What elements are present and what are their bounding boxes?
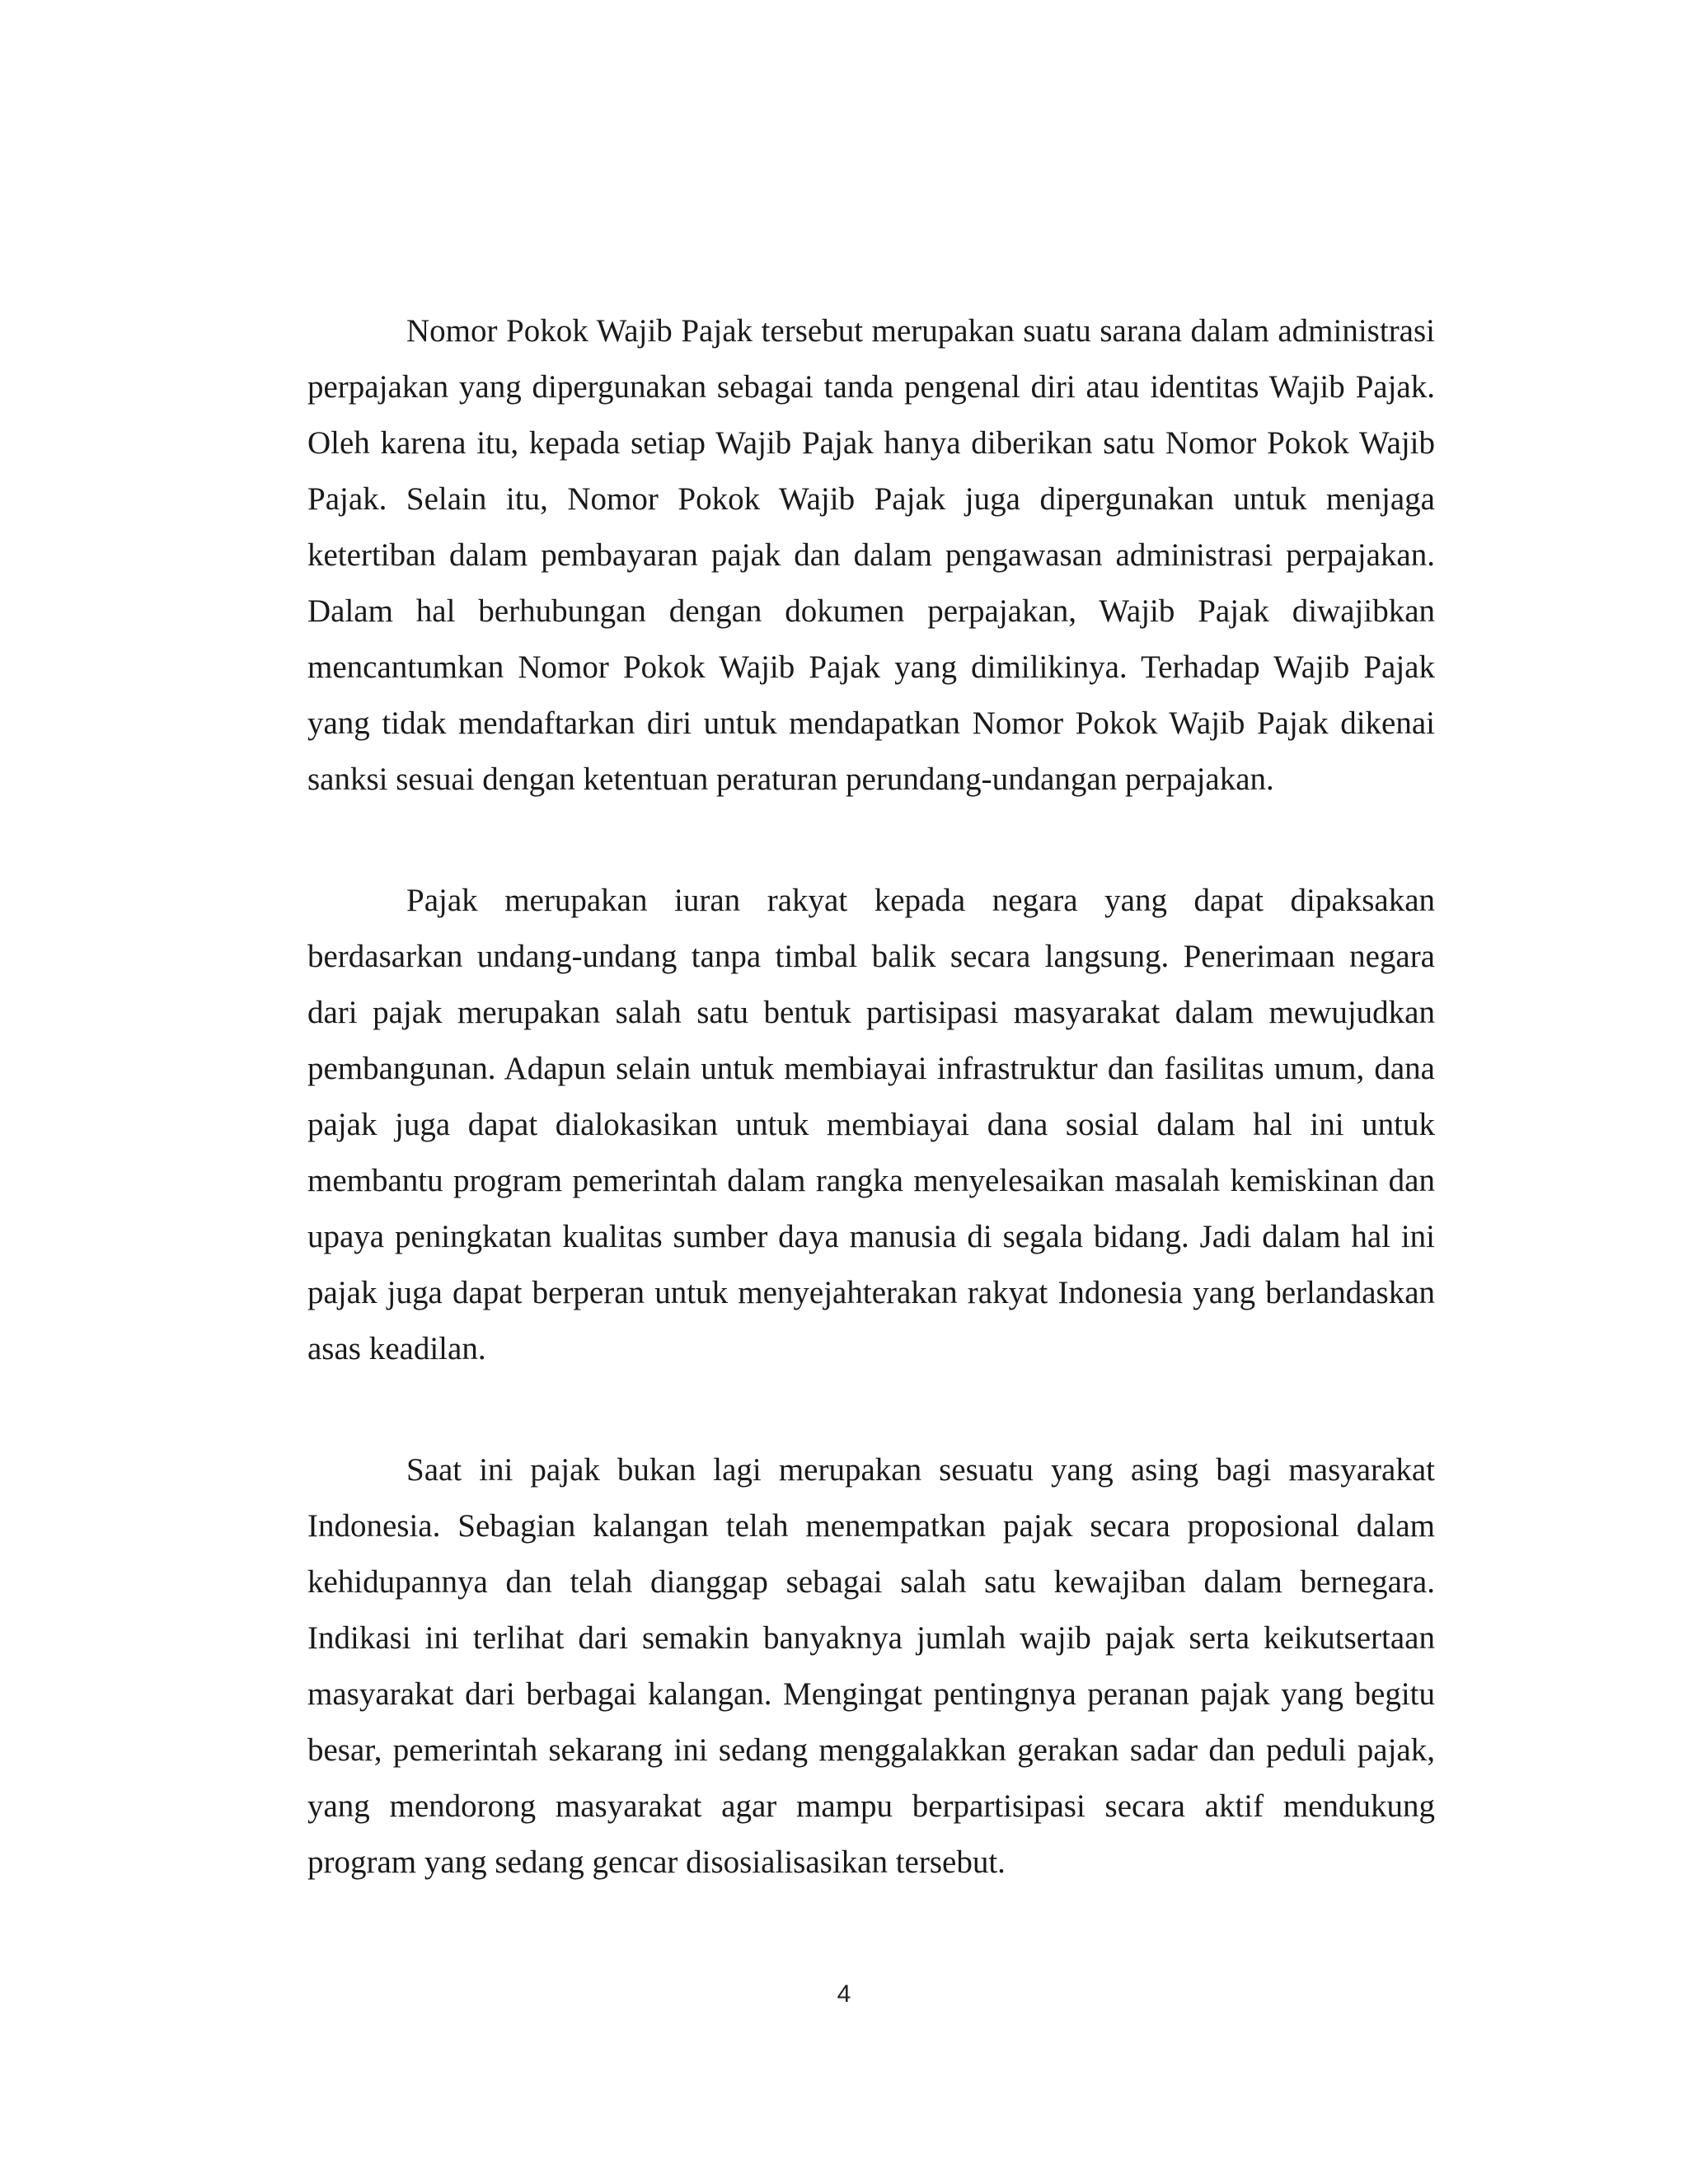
paragraph-spacer xyxy=(307,1377,1435,1442)
paragraph-spacer xyxy=(307,808,1435,873)
paragraph-pajak-definition: Pajak merupakan iuran rakyat kepada negara yang dapat dipaksakan berdasarkan undang-undang tanpa timbal balik secara langsung. Penerimaan negara dari pajak merupakan salah satu bentuk partisipasi masyarakat dalam mewujudkan pembangunan. Adapun selain untuk membiayai infrastruktur dan fasilitas umum, dana pajak juga dapat dialokasikan untuk membiayai dana sosial dalam hal ini untuk membantu program pemerintah dalam rangka menyelesaikan masalah kemiskinan dan upaya peningkatan kualitas sumber daya manusia di segala bidang. Jadi dalam hal ini pajak juga dapat berperan untuk menyejahterakan rakyat Indonesia yang berlandaskan asas keadilan. xyxy=(307,883,1435,1366)
page-number: 4 xyxy=(837,1980,851,2008)
paragraph-npwp: Nomor Pokok Wajib Pajak tersebut merupakan suatu sarana dalam administrasi perpajakan yang dipergunakan sebagai tanda pengenal diri atau identitas Wajib Pajak. Oleh karena itu, kepada setiap Wajib Pajak hanya diberikan satu Nomor Pokok Wajib Pajak. Selain itu, Nomor Pokok Wajib Pajak juga dipergunakan untuk menjaga ketertiban dalam pembayaran pajak dan dalam pengawasan administrasi perpajakan. Dalam hal berhubungan dengan dokumen perpajakan, Wajib Pajak diwajibkan mencantumkan Nomor Pokok Wajib Pajak yang dimilikinya. Terhadap Wajib Pajak yang tidak mendaftarkan diri untuk mendapatkan Nomor Pokok Wajib Pajak dikenai sanksi sesuai dengan ketentuan peraturan perundang-undangan perpajakan. xyxy=(307,313,1435,797)
paragraph-tax-awareness: Saat ini pajak bukan lagi merupakan sesuatu yang asing bagi masyarakat Indonesia. Sebagian kalangan telah menempatkan pajak secara proposional dalam kehidupannya dan telah dianggap sebagai salah satu kewajiban dalam bernegara. Indikasi ini terlihat dari semakin banyaknya jumlah wajib pajak serta keikutsertaan masyarakat dari berbagai kalangan. Mengingat pentingnya peranan pajak yang begitu besar, pemerintah sekarang ini sedang menggalakkan gerakan sadar dan peduli pajak, yang mendorong masyarakat agar mampu berpartisipasi secara aktif mendukung program yang sedang gencar disosialisasikan tersebut. xyxy=(307,1452,1435,1880)
body-text xyxy=(307,303,1435,1891)
